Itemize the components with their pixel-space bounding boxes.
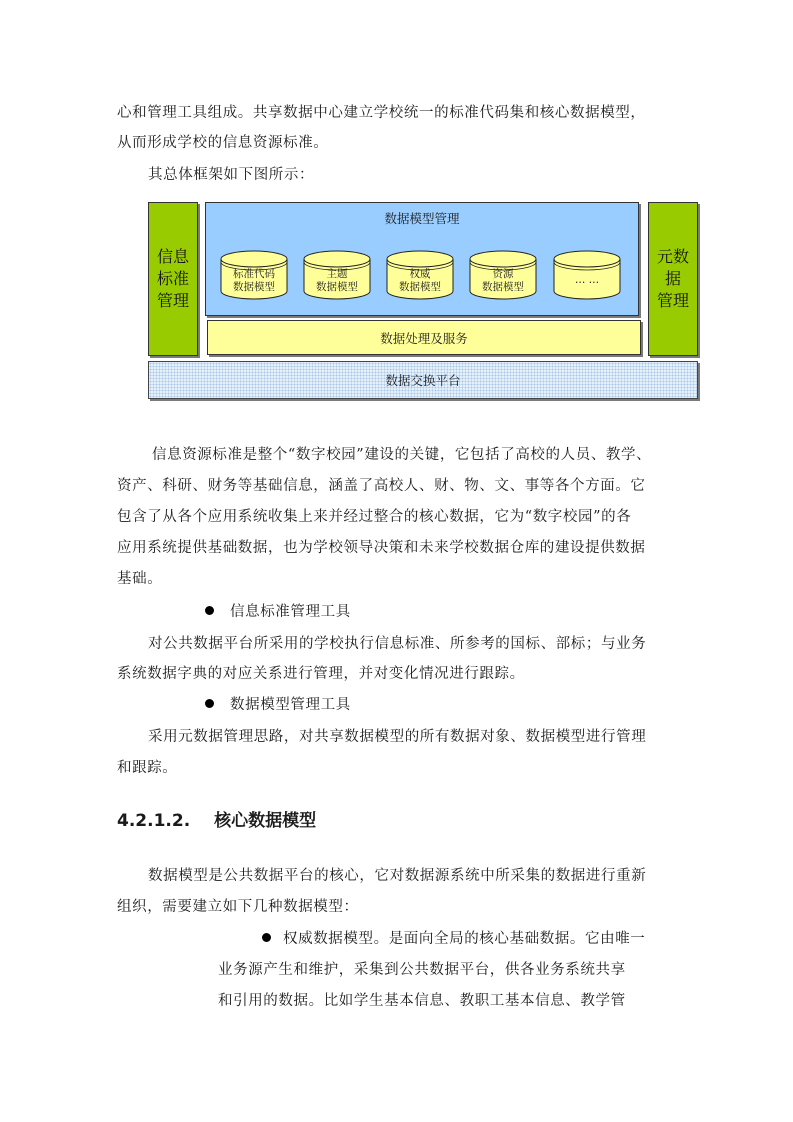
model-4-line-1: 资源 [492,268,514,280]
service-label: 数据处理及服务 [380,330,468,346]
model-3-line-2: 数据模型 [399,281,441,293]
bullet-1-text: 信息标准管理工具 [230,604,351,620]
bullet-icon [205,699,214,708]
model-1-line-2: 数据模型 [233,281,275,293]
left-label-line-2: 标准 [156,269,189,288]
para2-line-2: 系统数据字典的对应关系进行管理，并对变化情况进行跟踪。 [117,666,525,682]
data-exchange-platform-block [148,361,698,399]
para2-line-1: 对公共数据平台所采用的学校执行信息标准、所参考的国标、部标；与业务 [148,636,647,652]
intro-line-2: 从而形成学校的信息资源标准。 [117,135,329,151]
cylinder-more-models [553,250,621,300]
intro-line-1: 心和管理工具组成。共享数据中心建立学校统一的标准代码集和核心数据模型， [117,105,646,121]
bullet-icon [262,933,271,942]
para1-line-4: 应用系统提供基础数据，也为学校领导决策和未来学校数据仓库的建设提供数据 [117,540,646,556]
cylinder-authority-model [386,250,454,300]
left-label-line-1: 信息 [156,247,189,266]
cylinder-standard-code-model [220,250,288,300]
model-area-title: 数据模型管理 [384,211,460,226]
cylinder-subject-model [303,250,371,300]
para1-line-1: 信息资源标准是整个“数字校园”建设的关键，它包括了高校的人员、教学、 [152,447,652,463]
model-3-line-1: 权威 [409,268,431,280]
metadata-management-block [648,202,698,356]
para1-line-5: 基础。 [117,571,163,587]
para3-line-2: 和跟踪。 [117,760,178,776]
para4-line-1: 数据模型是公共数据平台的核心，它对数据源系统中所采集的数据进行重新 [148,868,647,884]
right-label-line-2: 据 [664,269,681,288]
model-4-line-2: 数据模型 [482,281,524,293]
bullet-3-line-3: 和引用的数据。比如学生基本信息、教职工基本信息、教学管 [218,993,626,1009]
bullet-authority-model [262,924,645,954]
para1-line-3: 包含了从各个应用系统收集上来并经过整合的核心数据，它为“数字校园”的各 [117,509,632,525]
right-label-line-3: 管理 [656,291,689,310]
left-label-line-3: 管理 [156,291,189,310]
para1-line-2: 资产、科研、财务等基础信息，涵盖了高校人、财、物、文、事等各个方面。它 [117,478,646,494]
bullet-3-line-1: 权威数据模型。是面向全局的核心基础数据。它由唯一 [283,931,646,947]
bullet-info-standard-tool [205,597,351,627]
bullet-data-model-tool [205,690,351,720]
section-title: 核心数据模型 [214,811,317,831]
bullet-icon [205,606,214,615]
model-1-line-1: 标准代码 [233,268,275,280]
para3-line-1: 采用元数据管理思路，对共享数据模型的所有数据对象、数据模型进行管理 [148,729,647,745]
section-number: 4.2.1.2. [117,811,191,831]
intro-line-3: 其总体框架如下图所示： [148,167,315,183]
bullet-2-text: 数据模型管理工具 [230,697,351,713]
bullet-3-line-2: 业务源产生和维护，采集到公共数据平台，供各业务系统共享 [218,962,626,978]
model-2-line-2: 数据模型 [316,281,358,293]
data-processing-service-block [207,320,641,355]
model-5-line-1: … … [574,274,600,286]
para4-line-2: 组织，需要建立如下几种数据模型： [117,899,359,915]
section-heading [117,806,316,836]
info-standard-management-block [148,202,198,356]
exchange-label: 数据交换平台 [385,373,461,388]
model-2-line-1: 主题 [326,268,348,280]
right-label-line-1: 元数 [656,247,689,266]
cylinder-resource-model [469,250,537,300]
